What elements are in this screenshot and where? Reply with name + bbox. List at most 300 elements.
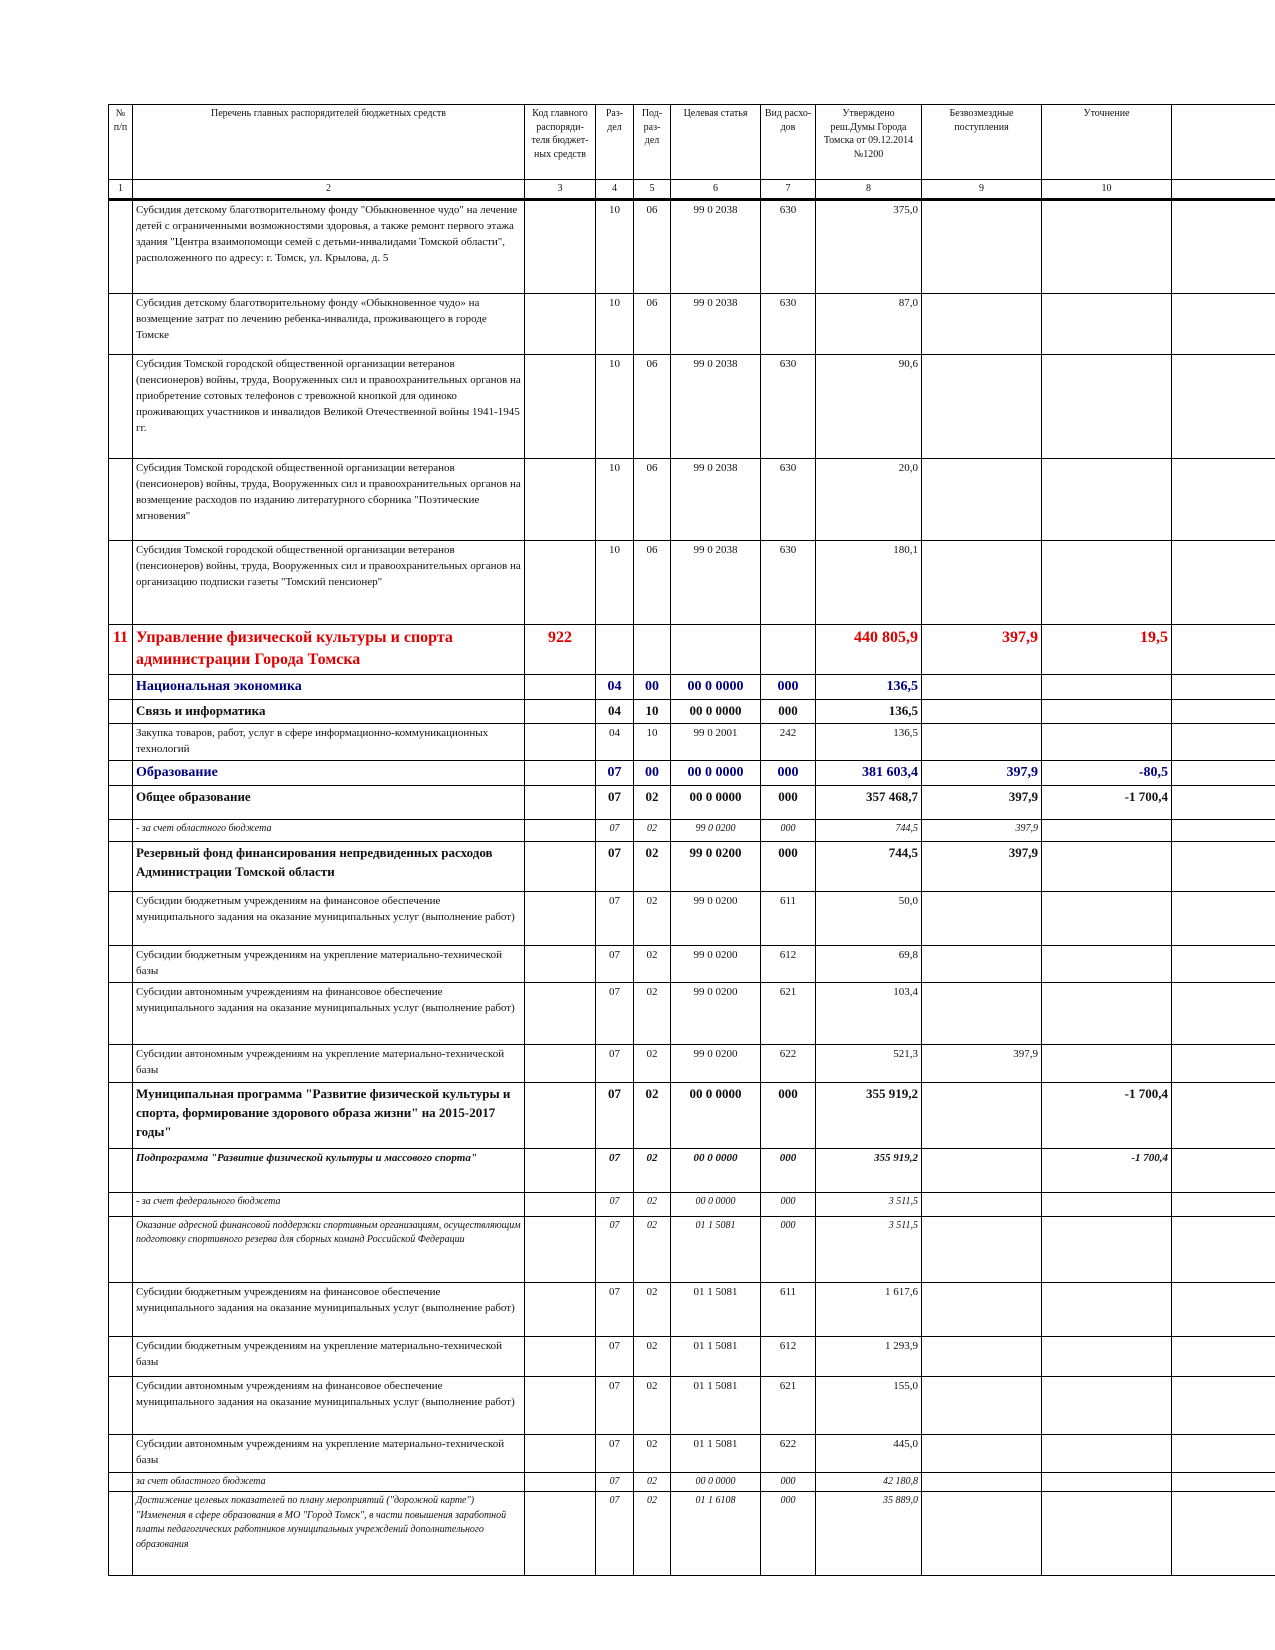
row-razdel: 07: [596, 1336, 634, 1376]
row-razdel: 10: [596, 294, 634, 355]
row-name: Субсидии автономным учреждениям на укрепление материально-технической базы: [133, 1434, 525, 1472]
row-utoch: [1042, 700, 1172, 724]
row-num: [109, 541, 133, 625]
row-code: [525, 1148, 596, 1192]
row-razdel: [596, 625, 634, 675]
row-extra: [1172, 1082, 1275, 1148]
row-vr: 611: [761, 892, 816, 946]
row-razdel: 07: [596, 892, 634, 946]
row-code: [525, 1376, 596, 1434]
row-name: Субсидия Томской городской общественной организации ветеранов (пенсионеров) войны, труда, Вооруженных сил и правоохранительных органов на возмещение расходов по изданию литературного сборника "Поэтические мгновения": [133, 459, 525, 541]
row-approved: 20,0: [816, 459, 922, 541]
row-podrazdel: 00: [634, 760, 671, 785]
row-num: [109, 723, 133, 760]
row-num: [109, 786, 133, 820]
row-extra: [1172, 294, 1275, 355]
table-row: [109, 1434, 1275, 1472]
row-razdel: 07: [596, 1192, 634, 1216]
row-extra: [1172, 982, 1275, 1044]
row-name: Управление физической культуры и спорта администрации Города Томска: [133, 625, 525, 675]
row-vr: 630: [761, 200, 816, 294]
row-num: [109, 820, 133, 842]
row-approved: 69,8: [816, 946, 922, 983]
colnum: 5: [634, 180, 671, 200]
row-cs: 00 0 0000: [671, 1192, 761, 1216]
header-code: Код главного распоряди- теля бюджет- ных средств: [525, 105, 596, 180]
colnum: 2: [133, 180, 525, 200]
row-extra: [1172, 1044, 1275, 1082]
row-code: [525, 459, 596, 541]
header-num: № п/п: [109, 105, 133, 180]
row-cs: 00 0 0000: [671, 1082, 761, 1148]
row-name: Оказание адресной финансовой поддержки спортивным организациям, осуществляющим подготовку спортивного резерва для сборных команд Российской Федерации: [133, 1216, 525, 1282]
row-utoch: [1042, 1192, 1172, 1216]
row-razdel: 07: [596, 1434, 634, 1472]
table-row: [109, 1336, 1275, 1376]
row-extra: [1172, 1282, 1275, 1336]
row-utoch: [1042, 200, 1172, 294]
row-podrazdel: 10: [634, 700, 671, 724]
row-vr: 612: [761, 946, 816, 983]
row-bezv: [922, 946, 1042, 983]
row-num: [109, 892, 133, 946]
row-cs: 00 0 0000: [671, 1148, 761, 1192]
row-code: [525, 842, 596, 892]
row-razdel: 07: [596, 946, 634, 983]
row-razdel: 07: [596, 1376, 634, 1434]
row-vr: 000: [761, 820, 816, 842]
row-cs: 99 0 0200: [671, 892, 761, 946]
row-approved: 35 889,0: [816, 1492, 922, 1576]
table-row: [109, 946, 1275, 983]
row-bezv: [922, 892, 1042, 946]
row-vr: 622: [761, 1044, 816, 1082]
row-podrazdel: 02: [634, 1434, 671, 1472]
row-vr: 611: [761, 1282, 816, 1336]
row-code: [525, 674, 596, 699]
table-row: [109, 674, 1275, 699]
row-bezv: 397,9: [922, 1044, 1042, 1082]
row-utoch: [1042, 982, 1172, 1044]
table-row: [109, 541, 1275, 625]
row-code: [525, 1192, 596, 1216]
row-razdel: 10: [596, 200, 634, 294]
table-row: [109, 1192, 1275, 1216]
colnum: 1: [109, 180, 133, 200]
row-cs: 99 0 2038: [671, 200, 761, 294]
row-name: за счет областного бюджета: [133, 1472, 525, 1492]
row-utoch: [1042, 820, 1172, 842]
row-name: - за счет областного бюджета: [133, 820, 525, 842]
table-row: [109, 786, 1275, 820]
row-num: [109, 1192, 133, 1216]
row-extra: [1172, 674, 1275, 699]
row-approved: 3 511,5: [816, 1216, 922, 1282]
row-utoch: [1042, 1336, 1172, 1376]
row-num: [109, 674, 133, 699]
row-cs: 00 0 0000: [671, 786, 761, 820]
row-extra: [1172, 459, 1275, 541]
row-vr: 630: [761, 459, 816, 541]
header-utoch: Уточнение: [1042, 105, 1172, 180]
row-extra: [1172, 1376, 1275, 1434]
row-utoch: [1042, 1376, 1172, 1434]
row-extra: [1172, 1192, 1275, 1216]
row-num: [109, 946, 133, 983]
row-podrazdel: 02: [634, 982, 671, 1044]
row-podrazdel: 02: [634, 1216, 671, 1282]
row-utoch: [1042, 1282, 1172, 1336]
row-approved: 103,4: [816, 982, 922, 1044]
row-vr: [761, 625, 816, 675]
row-num: [109, 1044, 133, 1082]
table-row: [109, 459, 1275, 541]
row-code: [525, 541, 596, 625]
row-cs: 99 0 2038: [671, 355, 761, 459]
row-cs: 99 0 2038: [671, 541, 761, 625]
table-row: [109, 625, 1275, 675]
row-num: [109, 760, 133, 785]
row-extra: [1172, 1216, 1275, 1282]
row-razdel: 10: [596, 541, 634, 625]
row-razdel: 04: [596, 700, 634, 724]
row-utoch: -1 700,4: [1042, 1148, 1172, 1192]
row-approved: 155,0: [816, 1376, 922, 1434]
row-name: Резервный фонд финансирования непредвиденных расходов Администрации Томской области: [133, 842, 525, 892]
row-code: [525, 760, 596, 785]
colnum: 6: [671, 180, 761, 200]
row-podrazdel: 02: [634, 1336, 671, 1376]
row-extra: [1172, 723, 1275, 760]
row-code: [525, 1082, 596, 1148]
row-extra: [1172, 892, 1275, 946]
row-vr: 630: [761, 541, 816, 625]
row-approved: 521,3: [816, 1044, 922, 1082]
row-code: [525, 1492, 596, 1576]
table-row: [109, 1148, 1275, 1192]
row-podrazdel: 06: [634, 541, 671, 625]
row-approved: 136,5: [816, 674, 922, 699]
row-name: - за счет федерального бюджета: [133, 1192, 525, 1216]
row-utoch: [1042, 1216, 1172, 1282]
header-razdel: Раз- дел: [596, 105, 634, 180]
row-approved: 1 617,6: [816, 1282, 922, 1336]
row-num: [109, 700, 133, 724]
row-cs: 01 1 5081: [671, 1216, 761, 1282]
row-podrazdel: 02: [634, 786, 671, 820]
row-podrazdel: 02: [634, 1492, 671, 1576]
row-name: Закупка товаров, работ, услуг в сфере информационно-коммуникационных технологий: [133, 723, 525, 760]
header-podrazdel: Под- раз- дел: [634, 105, 671, 180]
table-row: [109, 1472, 1275, 1492]
row-bezv: [922, 541, 1042, 625]
row-num: [109, 1082, 133, 1148]
row-cs: 99 0 2038: [671, 459, 761, 541]
row-bezv: [922, 200, 1042, 294]
row-bezv: [922, 700, 1042, 724]
budget-table: [108, 104, 1275, 1576]
row-code: [525, 1282, 596, 1336]
row-cs: 01 1 5081: [671, 1282, 761, 1336]
row-approved: 1 293,9: [816, 1336, 922, 1376]
row-num: [109, 1148, 133, 1192]
row-bezv: 397,9: [922, 820, 1042, 842]
row-code: [525, 820, 596, 842]
table-row: [109, 1282, 1275, 1336]
header-approved: Утверждено реш.Думы Города Томска от 09.12.2014 №1200: [816, 105, 922, 180]
row-utoch: [1042, 946, 1172, 983]
row-cs: 99 0 0200: [671, 842, 761, 892]
row-podrazdel: 02: [634, 1082, 671, 1148]
row-code: [525, 786, 596, 820]
table-row: [109, 1376, 1275, 1434]
row-name: Муниципальная программа "Развитие физической культуры и спорта, формирование здорового образа жизни" на 2015-2017 годы": [133, 1082, 525, 1148]
row-razdel: 07: [596, 1082, 634, 1148]
row-code: [525, 982, 596, 1044]
row-extra: [1172, 760, 1275, 785]
row-vr: 000: [761, 1216, 816, 1282]
row-extra: [1172, 541, 1275, 625]
row-extra: [1172, 200, 1275, 294]
row-cs: 00 0 0000: [671, 1472, 761, 1492]
table-row: [109, 1492, 1275, 1576]
colnum: 10: [1042, 180, 1172, 200]
row-num: [109, 1472, 133, 1492]
row-approved: 440 805,9: [816, 625, 922, 675]
row-cs: 01 1 5081: [671, 1376, 761, 1434]
row-name: Субсидии бюджетным учреждениям на финансовое обеспечение муниципального задания на оказание муниципальных услуг (выполнение работ): [133, 1282, 525, 1336]
colnum: 9: [922, 180, 1042, 200]
row-podrazdel: 02: [634, 892, 671, 946]
row-razdel: 10: [596, 355, 634, 459]
row-bezv: 397,9: [922, 842, 1042, 892]
row-utoch: [1042, 723, 1172, 760]
row-extra: [1172, 786, 1275, 820]
row-cs: 01 1 6108: [671, 1492, 761, 1576]
row-bezv: [922, 294, 1042, 355]
table-row: [109, 200, 1275, 294]
row-extra: [1172, 820, 1275, 842]
row-podrazdel: 02: [634, 1044, 671, 1082]
table-row: [109, 1044, 1275, 1082]
row-razdel: 07: [596, 786, 634, 820]
row-utoch: [1042, 1044, 1172, 1082]
header-name: Перечень главных распорядителей бюджетных средств: [133, 105, 525, 180]
row-utoch: [1042, 674, 1172, 699]
row-bezv: [922, 1148, 1042, 1192]
colnum: 3: [525, 180, 596, 200]
row-cs: 99 0 0200: [671, 982, 761, 1044]
row-bezv: [922, 1282, 1042, 1336]
row-approved: 744,5: [816, 820, 922, 842]
row-podrazdel: 02: [634, 1282, 671, 1336]
row-approved: 375,0: [816, 200, 922, 294]
header-bezv: Безвозмездные поступления: [922, 105, 1042, 180]
row-podrazdel: 06: [634, 355, 671, 459]
header-vr: Вид расхо- дов: [761, 105, 816, 180]
row-code: [525, 1434, 596, 1472]
row-utoch: 19,5: [1042, 625, 1172, 675]
row-num: [109, 982, 133, 1044]
row-approved: 3 511,5: [816, 1192, 922, 1216]
table-row: [109, 892, 1275, 946]
row-approved: 355 919,2: [816, 1148, 922, 1192]
row-bezv: 397,9: [922, 625, 1042, 675]
row-num: [109, 1216, 133, 1282]
row-podrazdel: [634, 625, 671, 675]
row-bezv: [922, 1336, 1042, 1376]
table-row: [109, 700, 1275, 724]
row-podrazdel: 02: [634, 1148, 671, 1192]
row-num: [109, 1376, 133, 1434]
row-name: Субсидии бюджетным учреждениям на укрепление материально-технической базы: [133, 946, 525, 983]
row-vr: 622: [761, 1434, 816, 1472]
row-razdel: 10: [596, 459, 634, 541]
row-extra: [1172, 1434, 1275, 1472]
row-code: [525, 294, 596, 355]
row-vr: 630: [761, 294, 816, 355]
row-code: [525, 1216, 596, 1282]
table-row: [109, 982, 1275, 1044]
row-approved: 744,5: [816, 842, 922, 892]
row-extra: [1172, 946, 1275, 983]
row-razdel: 07: [596, 842, 634, 892]
row-vr: 612: [761, 1336, 816, 1376]
row-extra: [1172, 842, 1275, 892]
row-razdel: 07: [596, 1282, 634, 1336]
colnum: 7: [761, 180, 816, 200]
row-razdel: 07: [596, 1472, 634, 1492]
row-name: Образование: [133, 760, 525, 785]
row-num: 11: [109, 625, 133, 675]
row-approved: 136,5: [816, 700, 922, 724]
row-cs: 01 1 5081: [671, 1434, 761, 1472]
table-header: [109, 105, 1275, 180]
row-vr: 000: [761, 674, 816, 699]
table-row: [109, 723, 1275, 760]
row-name: Общее образование: [133, 786, 525, 820]
row-vr: 242: [761, 723, 816, 760]
row-cs: 00 0 0000: [671, 700, 761, 724]
row-code: [525, 892, 596, 946]
row-cs: 99 0 2038: [671, 294, 761, 355]
row-podrazdel: 02: [634, 1376, 671, 1434]
row-bezv: [922, 674, 1042, 699]
row-bezv: [922, 1082, 1042, 1148]
row-utoch: [1042, 459, 1172, 541]
row-name: Субсидии автономным учреждениям на финансовое обеспечение муниципального задания на оказание муниципальных услуг (выполнение работ): [133, 1376, 525, 1434]
row-num: [109, 1336, 133, 1376]
table-row: [109, 355, 1275, 459]
table-row: [109, 294, 1275, 355]
row-name: Субсидии бюджетным учреждениям на финансовое обеспечение муниципального задания на оказание муниципальных услуг (выполнение работ): [133, 892, 525, 946]
row-razdel: 04: [596, 723, 634, 760]
colnum: 4: [596, 180, 634, 200]
row-code: [525, 1472, 596, 1492]
header-extra: [1172, 105, 1275, 180]
row-extra: [1172, 1148, 1275, 1192]
row-utoch: -1 700,4: [1042, 786, 1172, 820]
header-cs: Целевая статья: [671, 105, 761, 180]
row-approved: 180,1: [816, 541, 922, 625]
row-bezv: [922, 1216, 1042, 1282]
row-approved: 445,0: [816, 1434, 922, 1472]
row-approved: 355 919,2: [816, 1082, 922, 1148]
row-podrazdel: 02: [634, 1472, 671, 1492]
row-vr: 000: [761, 760, 816, 785]
row-bezv: [922, 1192, 1042, 1216]
row-bezv: [922, 982, 1042, 1044]
row-name: Связь и информатика: [133, 700, 525, 724]
row-num: [109, 459, 133, 541]
row-approved: 50,0: [816, 892, 922, 946]
row-code: 922: [525, 625, 596, 675]
colnum-extra: [1172, 180, 1275, 200]
row-approved: 357 468,7: [816, 786, 922, 820]
row-name: Субсидии автономным учреждениям на укрепление материально-технической базы: [133, 1044, 525, 1082]
row-podrazdel: 06: [634, 200, 671, 294]
row-num: [109, 200, 133, 294]
row-extra: [1172, 1336, 1275, 1376]
row-vr: 000: [761, 1472, 816, 1492]
row-bezv: [922, 1472, 1042, 1492]
row-bezv: [922, 459, 1042, 541]
row-utoch: [1042, 1492, 1172, 1576]
row-code: [525, 1044, 596, 1082]
row-razdel: 07: [596, 1044, 634, 1082]
table-row: [109, 1216, 1275, 1282]
row-bezv: [922, 723, 1042, 760]
row-bezv: [922, 1434, 1042, 1472]
row-razdel: 07: [596, 982, 634, 1044]
row-bezv: [922, 355, 1042, 459]
row-code: [525, 946, 596, 983]
row-code: [525, 1336, 596, 1376]
row-podrazdel: 02: [634, 946, 671, 983]
row-approved: 42 180,8: [816, 1472, 922, 1492]
row-approved: 90,6: [816, 355, 922, 459]
row-approved: 87,0: [816, 294, 922, 355]
row-code: [525, 355, 596, 459]
row-vr: 000: [761, 786, 816, 820]
row-vr: 000: [761, 700, 816, 724]
row-cs: 99 0 0200: [671, 820, 761, 842]
row-num: [109, 355, 133, 459]
row-extra: [1172, 1492, 1275, 1576]
column-numbers: [109, 180, 1275, 200]
row-razdel: 07: [596, 1148, 634, 1192]
row-cs: 00 0 0000: [671, 760, 761, 785]
row-podrazdel: 10: [634, 723, 671, 760]
row-extra: [1172, 355, 1275, 459]
row-name: Субсидии бюджетным учреждениям на укрепление материально-технической базы: [133, 1336, 525, 1376]
row-bezv: 397,9: [922, 786, 1042, 820]
row-num: [109, 294, 133, 355]
row-cs: 00 0 0000: [671, 674, 761, 699]
row-utoch: [1042, 892, 1172, 946]
row-cs: 99 0 0200: [671, 946, 761, 983]
row-razdel: 04: [596, 674, 634, 699]
row-approved: 381 603,4: [816, 760, 922, 785]
row-bezv: [922, 1376, 1042, 1434]
row-bezv: 397,9: [922, 760, 1042, 785]
row-vr: 000: [761, 1192, 816, 1216]
row-extra: [1172, 1472, 1275, 1492]
row-razdel: 07: [596, 1216, 634, 1282]
row-cs: 99 0 0200: [671, 1044, 761, 1082]
row-name: Национальная экономика: [133, 674, 525, 699]
row-name: Субсидии автономным учреждениям на финансовое обеспечение муниципального задания на оказание муниципальных услуг (выполнение работ): [133, 982, 525, 1044]
